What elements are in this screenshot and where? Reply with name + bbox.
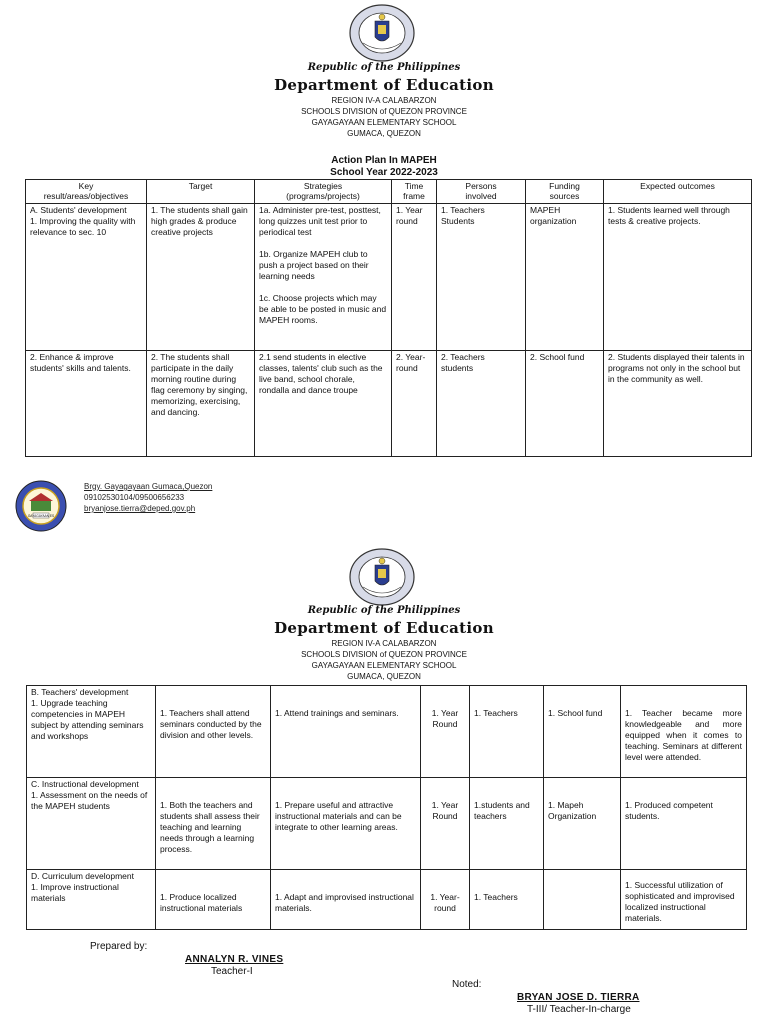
header-target: Target	[147, 180, 255, 204]
table-cell: 1. School fund	[544, 686, 621, 778]
table-cell: D. Curriculum development 1. Improve instructional materials	[27, 870, 156, 930]
preparer-name: ANNALYN R. VINES	[185, 954, 284, 965]
town-text: GUMACA, QUEZON	[347, 129, 421, 138]
table-cell: 2. Students displayed their talents in programs not only in the school but in the community as well.	[604, 351, 752, 457]
school-logo-text: GAYAGAYAAN ES	[27, 514, 55, 518]
table-cell: 2.1 send students in elective classes, talents' club such as the live band, school chorale, rondalla and dance troupe	[255, 351, 392, 457]
table-cell: 1. Year Round	[421, 686, 470, 778]
header-outcomes: Expected outcomes	[604, 180, 752, 204]
table-cell: 2. School fund	[526, 351, 604, 457]
table-cell: 2. Year-round	[392, 351, 437, 457]
table-cell: 1. Adapt and improvised instructional materials.	[271, 870, 421, 930]
table-cell: 1. Produce localized instructional materials	[156, 870, 271, 930]
table-cell: 1. Teachers	[470, 686, 544, 778]
header-time-frame: Time frame	[392, 180, 437, 204]
header-funding: Funding sources	[526, 180, 604, 204]
table-row	[27, 686, 747, 778]
table-cell: 1. Students learned well through tests & creative projects.	[604, 204, 752, 351]
table-cell: 1. Mapeh Organization	[544, 778, 621, 870]
school-year: School Year 2022-2023	[330, 167, 438, 178]
table-cell: 1. Teachers	[470, 870, 544, 930]
table-cell: 1. Year-round	[421, 870, 470, 930]
table-cell: 1. Prepare useful and attractive instructional materials and can be integrate to other learning areas.	[271, 778, 421, 870]
table-row	[26, 351, 752, 457]
plan-title: Action Plan In MAPEH	[331, 155, 437, 166]
action-plan-table-page2	[26, 685, 747, 930]
school-logo	[13, 479, 69, 533]
table-cell: B. Teachers' development 1. Upgrade teaching competencies in MAPEH subject by attending seminars and workshops	[27, 686, 156, 778]
table-cell: 1. Successful utilization of sophisticated and improvised localized instructional materials.	[621, 870, 747, 930]
division-text: SCHOOLS DIVISION of QUEZON PROVINCE	[301, 107, 467, 116]
table-cell: 1a. Administer pre-test, posttest, long quizzes unit test prior to periodical test 1b. Organize MAPEH club to push a project based on their learning needs 1c. Choose projects which may be able to be posted in music and MAPEH rooms.	[255, 204, 392, 351]
table-cell: 2. Enhance & improve students' skills and talents.	[26, 351, 147, 457]
division-text-page2: SCHOOLS DIVISION of QUEZON PROVINCE	[301, 650, 467, 659]
republic-text: Republic of the Philippines	[307, 62, 461, 73]
header-key-results: Key result/areas/objectives	[26, 180, 147, 204]
table-row	[26, 204, 752, 351]
prepared-by-label: Prepared by:	[90, 941, 148, 952]
action-plan-table-page1	[25, 179, 752, 457]
noter-name: BRYAN JOSE D. TIERRA	[517, 992, 640, 1003]
town-text-page2: GUMACA, QUEZON	[347, 672, 421, 681]
table-cell: 2. The students shall participate in the daily morning routine during flag ceremony by singing, memorizing, exercising, and dancing.	[147, 351, 255, 457]
header-persons: Persons involved	[437, 180, 526, 204]
table-cell: 1. Produced competent students.	[621, 778, 747, 870]
table-cell: 1. Year round	[392, 204, 437, 351]
department-title: Department of Education	[274, 76, 494, 94]
department-title-page2: Department of Education	[274, 619, 494, 637]
table-cell: 1. Year Round	[421, 778, 470, 870]
table-header-row	[26, 180, 752, 204]
deped-seal-logo	[347, 3, 417, 63]
preparer-role: Teacher-I	[211, 966, 253, 977]
school-text-page2: GAYAGAYAAN ELEMENTARY SCHOOL	[311, 661, 457, 670]
table-cell: 1. Teacher became more knowledgeable and more equipped when it comes to teaching. Seminars at different level were attended.	[621, 686, 747, 778]
footer-email-link[interactable]: bryanjose.tierra@deped.gov.ph	[84, 504, 196, 513]
table-cell: MAPEH organization	[526, 204, 604, 351]
table-row	[27, 778, 747, 870]
table-cell: C. Instructional development 1. Assessment on the needs of the MAPEH students	[27, 778, 156, 870]
table-cell	[544, 870, 621, 930]
table-cell: 1. Both the teachers and students shall assess their teaching and learning needs through a learning process.	[156, 778, 271, 870]
region-text: REGION IV-A CALABARZON	[331, 96, 437, 105]
table-cell: 1. Teachers Students	[437, 204, 526, 351]
school-text: GAYAGAYAAN ELEMENTARY SCHOOL	[311, 118, 457, 127]
table-cell: 1. Teachers shall attend seminars conducted by the division and other levels.	[156, 686, 271, 778]
footer-phones: 09102530104/09500656233	[84, 493, 185, 502]
table-row	[27, 870, 747, 930]
noter-role: T-III/ Teacher-In-charge	[527, 1004, 631, 1015]
footer-address: Brgy. Gayagayaan Gumaca,Quezon	[84, 482, 213, 491]
table-cell: 1.students and teachers	[470, 778, 544, 870]
table-cell: 1. The students shall gain high grades & produce creative projects	[147, 204, 255, 351]
table-cell: A. Students' development 1. Improving the quality with relevance to sec. 10	[26, 204, 147, 351]
noted-label: Noted:	[452, 979, 482, 990]
table-cell: 2. Teachers students	[437, 351, 526, 457]
deped-seal-logo-page2	[347, 547, 417, 607]
region-text-page2: REGION IV-A CALABARZON	[331, 639, 437, 648]
header-strategies: Strategies (programs/projects)	[255, 180, 392, 204]
table-cell: 1. Attend trainings and seminars.	[271, 686, 421, 778]
republic-text-page2: Republic of the Philippines	[307, 605, 461, 616]
